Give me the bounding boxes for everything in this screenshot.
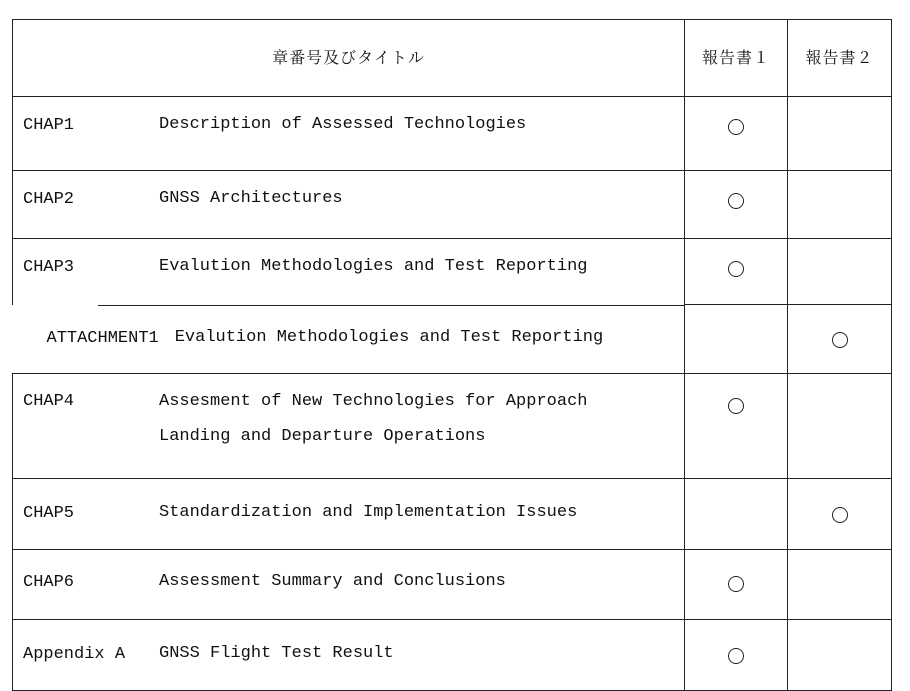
report-1-mark (728, 261, 744, 277)
chapter-title: GNSS Flight Test Result (159, 644, 394, 663)
table-row-chap3 (13, 239, 892, 305)
report-2-cell (788, 620, 892, 691)
chapter-title: Evalution Methodologies and Test Reporting (174, 327, 604, 347)
table-row-appendix-a (13, 620, 892, 691)
chapter-code: CHAP2 (23, 190, 75, 209)
report-2-cell (788, 305, 892, 374)
report-1-cell (685, 479, 788, 550)
report-2-cell (788, 550, 892, 620)
table-row-attachment1 (13, 305, 892, 374)
chapter-title: Evalution Methodologies and Test Reporting (159, 257, 588, 276)
report-1-mark (728, 398, 744, 414)
chapter-title: Assesment of New Technologies for Approach Landing and Departure Operations (159, 392, 588, 446)
report-1-cell (685, 97, 788, 171)
chapter-title: GNSS Architectures (159, 189, 343, 208)
chapter-code: CHAP6 (23, 573, 75, 592)
report-1-mark (728, 119, 744, 135)
chapter-cell (13, 305, 685, 374)
report-1-cell (685, 550, 788, 620)
chapter-cell (13, 171, 685, 239)
chapter-title: Description of Assessed Technologies (159, 115, 527, 134)
table-row-chap6 (13, 550, 892, 620)
report-1-cell (685, 239, 788, 305)
report-2-cell (788, 374, 892, 479)
chapter-title: Standardization and Implementation Issues (159, 503, 578, 522)
report-1-mark (728, 576, 744, 592)
chapter-code: CHAP1 (23, 116, 75, 135)
chapter-code: ATTACHMENT1 (46, 328, 159, 348)
header-chapter-title: 章番号及びタイトル (13, 20, 685, 97)
table-row-chap1 (13, 97, 892, 171)
chapter-cell (13, 239, 685, 305)
report-1-cell (685, 305, 788, 374)
table-row-chap5 (13, 479, 892, 550)
chapter-cell (13, 374, 685, 479)
chapter-cell (13, 479, 685, 550)
header-row (13, 20, 892, 97)
report-2-cell (788, 239, 892, 305)
report-2-cell (788, 479, 892, 550)
report-2-cell (788, 171, 892, 239)
report-1-cell (685, 374, 788, 479)
report-2-mark (832, 332, 848, 348)
chapter-code: CHAP4 (23, 392, 75, 411)
report-1-cell (685, 171, 788, 239)
report-2-cell (788, 97, 892, 171)
chapter-cell (13, 620, 685, 691)
report-2-mark (832, 507, 848, 523)
chapter-report-table (12, 19, 892, 691)
header-report-1: 報告書１ (685, 20, 788, 97)
report-1-mark (728, 193, 744, 209)
header-report-2: 報告書２ (788, 20, 892, 97)
chapter-cell (13, 550, 685, 620)
chapter-code: CHAP5 (23, 504, 75, 523)
chapter-title: Assessment Summary and Conclusions (159, 572, 506, 591)
report-1-mark (728, 648, 744, 664)
report-1-cell (685, 620, 788, 691)
table-row-chap4 (13, 374, 892, 479)
chapter-code: CHAP3 (23, 258, 75, 277)
chapter-cell (13, 97, 685, 171)
chapter-code: Appendix A (23, 645, 126, 664)
table-row-chap2 (13, 171, 892, 239)
